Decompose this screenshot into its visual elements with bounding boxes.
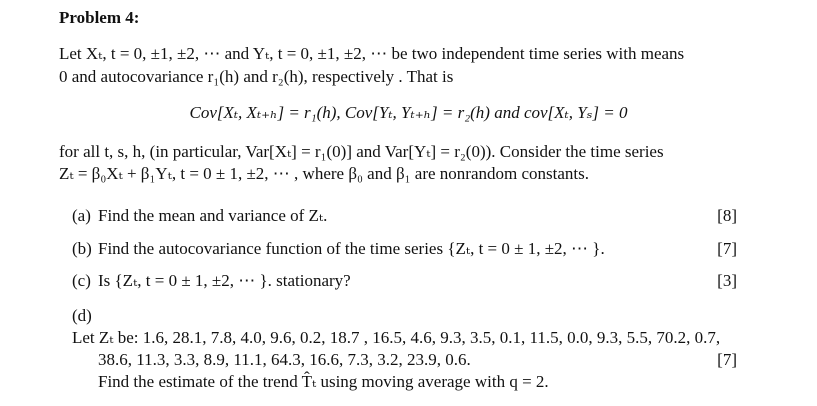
question-label: (c) xyxy=(72,271,91,290)
marks-badge: [3] xyxy=(717,271,737,290)
paragraph-2-line-1: for all t, s, h, (in particular, Var[Xₜ] = r₁(0)] and Var[Yₜ] = r₂(0)). Consider the time series xyxy=(59,142,664,161)
question-text: Let Zₜ be: 1.6, 28.1, 7.8, 4.0, 9.6, 0.2, 18.7 , 16.5, 4.6, 9.3, 3.5, 0.1, 11.5, 0.0, 9.3, 5.5, 70.2, 0.7, xyxy=(72,328,721,347)
paragraph-2-line-2: Zₜ = β₀Xₜ + β₁Yₜ, t = 0 ± 1, ±2, ⋯ , where β₀ and β₁ are nonrandom constants. xyxy=(59,164,589,183)
question-instruction: Find the estimate of the trend T̂ₜ using moving average with q = 2. xyxy=(98,372,549,391)
question-text: Is {Zₜ, t = 0 ± 1, ±2, ⋯ }. stationary? xyxy=(98,271,351,290)
question-label: (b) xyxy=(72,239,92,258)
intro-line-2: 0 and autocovariance r₁(h) and r₂(h), respectively . That is xyxy=(59,67,454,86)
marks-badge: [8] xyxy=(717,206,737,225)
question-data-line-2: 38.6, 11.3, 3.3, 8.9, 11.1, 64.3, 16.6, 7.3, 3.2, 23.9, 0.6. xyxy=(98,350,471,369)
question-label: (a) xyxy=(72,206,91,225)
intro-line-1: Let Xₜ, t = 0, ±1, ±2, ⋯ and Yₜ, t = 0, ±1, ±2, ⋯ be two independent time series with means xyxy=(59,44,685,63)
marks-badge: [7] xyxy=(717,239,737,258)
question-b xyxy=(72,238,737,260)
question-c xyxy=(72,270,737,292)
question-d xyxy=(72,305,737,393)
question-a xyxy=(72,205,737,227)
question-text: Find the autocovariance function of the time series {Zₜ, t = 0 ± 1, ±2, ⋯ }. xyxy=(98,239,605,258)
question-label: (d) xyxy=(72,306,92,325)
marks-badge: [7] xyxy=(717,350,737,369)
covariance-equation: Cov[Xₜ, Xₜ₊ₕ] = r₁(h), Cov[Yₜ, Yₜ₊ₕ] = r₂(h) and cov[Xₜ, Yₛ] = 0 xyxy=(189,103,628,122)
question-text: Find the mean and variance of Zₜ. xyxy=(98,206,328,225)
problem-title: Problem 4: xyxy=(59,8,140,27)
